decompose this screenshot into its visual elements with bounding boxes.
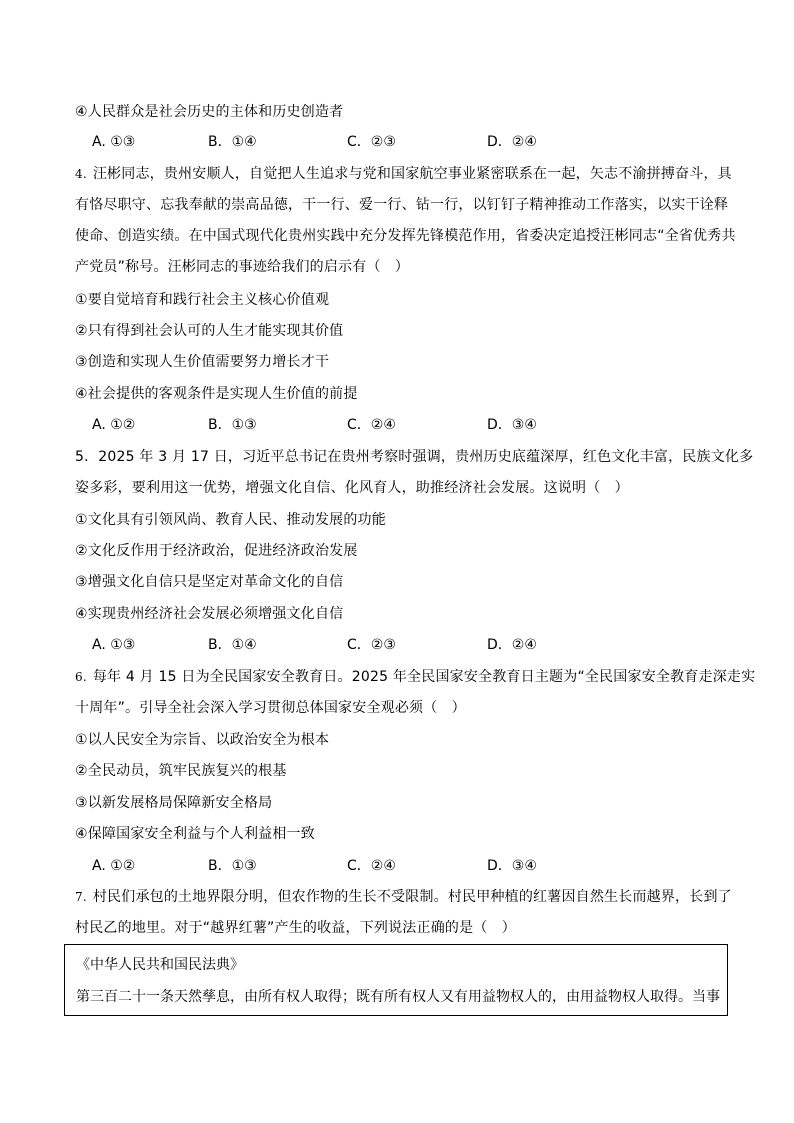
q5-statement-1: ①文化具有引领风尚、教育人民、推动发展的功能 [75, 512, 386, 528]
q3-options [92, 132, 572, 152]
q6-option-a[interactable]: A. ①② [92, 858, 136, 874]
q5-stem-line-1: 5．2025 年 3 月 17 日，习近平总书记在贵州考察时强调，贵州历史底蕴深厚，红色文化丰富，民族文化多 [75, 449, 754, 465]
q4-number: 4. [75, 167, 87, 181]
law-title: 《中华人民共和国民法典》 [76, 957, 244, 973]
q3-option-d[interactable]: D．②④ [487, 134, 537, 150]
q5-statement-2: ②文化反作用于经济政治，促进经济政治发展 [75, 543, 358, 559]
q4-option-b[interactable]: B．①③ [208, 417, 257, 433]
q7-stem-text-1: 村民们承包的土地界限分明，但农作物的生长不受限制。村民甲种植的红薯因自然生长而越界，长到了 [92, 889, 732, 905]
q5-option-c[interactable]: C．②③ [347, 637, 396, 653]
q6-option-d[interactable]: D．③④ [487, 858, 537, 874]
q6-statement-4: ④保障国家安全利益与个人利益相一致 [75, 826, 315, 842]
q6-option-b[interactable]: B．①③ [208, 858, 257, 874]
q6-option-c[interactable]: C．②④ [347, 858, 396, 874]
q7-stem-line-2: 村民乙的地里。对于“越界红薯”产生的收益，下列说法正确的是（ ） [75, 920, 516, 936]
q6-statement-1: ①以人民安全为宗旨、以政治安全为根本 [75, 732, 330, 748]
q3-option-a[interactable]: A. ①③ [92, 134, 136, 150]
q5-option-a[interactable]: A. ①③ [92, 637, 136, 653]
q4-statement-1: ①要自觉培育和践行社会主义核心价值观 [75, 292, 330, 308]
q4-option-a[interactable]: A. ①② [92, 417, 136, 433]
q4-stem-line-3: 使命、创造实绩。在中国式现代化贵州实践中充分发挥先锋模范作用，省委决定追授汪彬同志“全省优秀共 [75, 228, 736, 244]
law-article-text: 第三百二十一条天然孳息，由所有权人取得；既有所有权人又有用益物权人的，由用益物权人取得。当事 [76, 989, 720, 1005]
q7-number: 7. [75, 890, 87, 904]
q4-statement-2: ②只有得到社会认可的人生才能实现其价值 [75, 323, 344, 339]
q4-stem-text-1: 汪彬同志，贵州安顺人，自觉把人生追求与党和国家航空事业紧密联系在一起，矢志不渝拼搏奋斗，具 [92, 166, 732, 182]
q6-options [92, 856, 572, 876]
q3-option-c[interactable]: C．②③ [347, 134, 396, 150]
q6-stem-line-1 [75, 667, 755, 687]
q4-options [92, 415, 572, 435]
q6-number: 6. [75, 670, 87, 684]
q6-statement-3: ③以新发展格局保障新安全格局 [75, 795, 273, 811]
q5-statement-3: ③增强文化自信只是坚定对革命文化的自信 [75, 574, 344, 590]
q4-stem-line-2: 有恪尽职守、忘我奉献的崇高品德，干一行、爱一行、钻一行，以钉钉子精神推动工作落实，以实干诠释 [75, 197, 729, 213]
q5-option-d[interactable]: D．②④ [487, 637, 537, 653]
q7-stem-line-1 [75, 887, 732, 907]
q3-option-b[interactable]: B．①④ [208, 134, 257, 150]
q5-option-b[interactable]: B．①④ [208, 637, 257, 653]
q4-option-d[interactable]: D．③④ [487, 417, 537, 433]
q4-stem-line-1 [75, 164, 732, 184]
q4-stem-line-4: 产党员”称号。汪彬同志的事迹给我们的启示有（ ） [75, 259, 410, 275]
q6-stem-line-2: 十周年”。引导全社会深入学习贯彻总体国家安全观必须（ ） [75, 700, 466, 716]
law-quote-box [64, 944, 728, 1016]
q6-stem-text-1: 每年 4 月 15 日为全民国家安全教育日。2025 年全民国家安全教育日主题为“全民国家安全教育走深走实 [92, 669, 756, 685]
q5-stem-line-2: 姿多彩，要利用这一优势，增强文化自信、化风育人，助推经济社会发展。这说明（ ） [75, 480, 629, 496]
q4-statement-4: ④社会提供的客观条件是实现人生价值的前提 [75, 386, 358, 402]
q5-options [92, 635, 572, 655]
q6-statement-2: ②全民动员，筑牢民族复兴的根基 [75, 763, 287, 779]
q5-statement-4: ④实现贵州经济社会发展必须增强文化自信 [75, 606, 344, 622]
q3-statement-4: ④人民群众是社会历史的主体和历史创造者 [75, 104, 344, 120]
q4-option-c[interactable]: C．②④ [347, 417, 396, 433]
q4-statement-3: ③创造和实现人生价值需要努力增长才干 [75, 354, 330, 370]
